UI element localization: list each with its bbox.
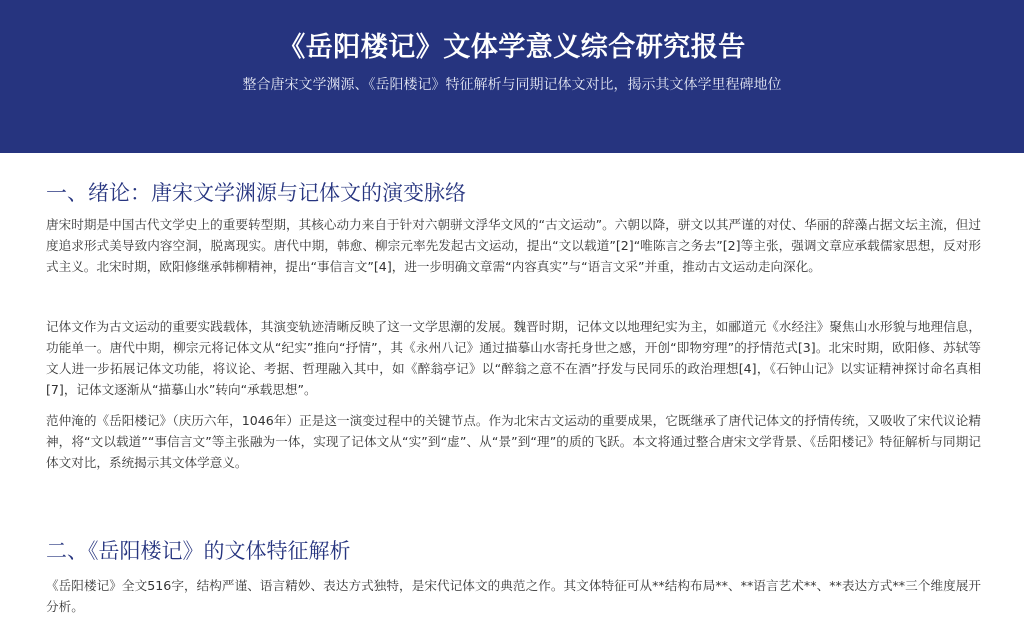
paragraph: 范仲淹的《岳阳楼记》（庆历六年，1046年）正是这一演变过程中的关键节点。作为北宋古文运动的重要成果，它既继承了唐代记体文的抒情传统，又吸收了宋代议论精神，将“文以载道”“事信言文”等主张融为一体，实现了记体文从“实”到“虚”、从“景”到“理”的质的飞跃。本文将通过整合唐宋文学背景、《岳阳楼记》特征解析与同期记体文对比，系统揭示其文体学意义。 bbox=[46, 413, 981, 470]
report-subtitle: 整合唐宋文学渊源、《岳阳楼记》特征解析与同期记体文对比，揭示其文体学里程碑地位 bbox=[242, 77, 782, 93]
report-title: 《岳阳楼记》文体学意义综合研究报告 bbox=[278, 32, 746, 63]
section-heading-introduction: 一、绪论：唐宋文学渊源与记体文的演变脉络 bbox=[46, 181, 466, 205]
paragraph: 《岳阳楼记》全文516字，结构严谨、语言精妙、表达方式独特，是宋代记体文的典范之作。其文体特征可从**结构布局**、**语言艺术**、**表达方式**三个维度展开分析。 bbox=[46, 578, 981, 614]
section-heading-features: 二、《岳阳楼记》的文体特征解析 bbox=[46, 539, 351, 563]
report-header bbox=[0, 0, 1024, 153]
paragraph: 唐宋时期是中国古代文学史上的重要转型期，其核心动力来自于针对六朝骈文浮华文风的“古文运动”。六朝以降，骈文以其严谨的对仗、华丽的辞藻占据文坛主流，但过度追求形式美导致内容空洞，脱离现实。唐代中期，韩愈、柳宗元率先发起古文运动，提出“文以载道”[2]“唯陈言之务去”[2]等主张，强调文章应承载儒家思想，反对形式主义。北宋时期，欧阳修继承韩柳精神，提出“事信言文”[4]，进一步明确文章需“内容真实”与“语言文采”并重，推动古文运动走向深化。 bbox=[46, 217, 981, 274]
paragraph: 记体文作为古文运动的重要实践载体，其演变轨迹清晰反映了这一文学思潮的发展。魏晋时期，记体文以地理纪实为主，如郦道元《水经注》聚焦山水形貌与地理信息，功能单一。唐代中期，柳宗元将记体文从“纪实”推向“抒情”，其《永州八记》通过描摹山水寄托身世之感，开创“即物穷理”的抒情范式[3]。北宋时期，欧阳修、苏轼等文人进一步拓展记体文功能，将议论、考据、哲理融入其中，如《醉翁亭记》以“醉翁之意不在酒”抒发与民同乐的政治理想[4]，《石钟山记》以实证精神探讨命名真相[7]，记体文逐渐从“描摹山水”转向“承载思想”。 bbox=[46, 319, 981, 397]
